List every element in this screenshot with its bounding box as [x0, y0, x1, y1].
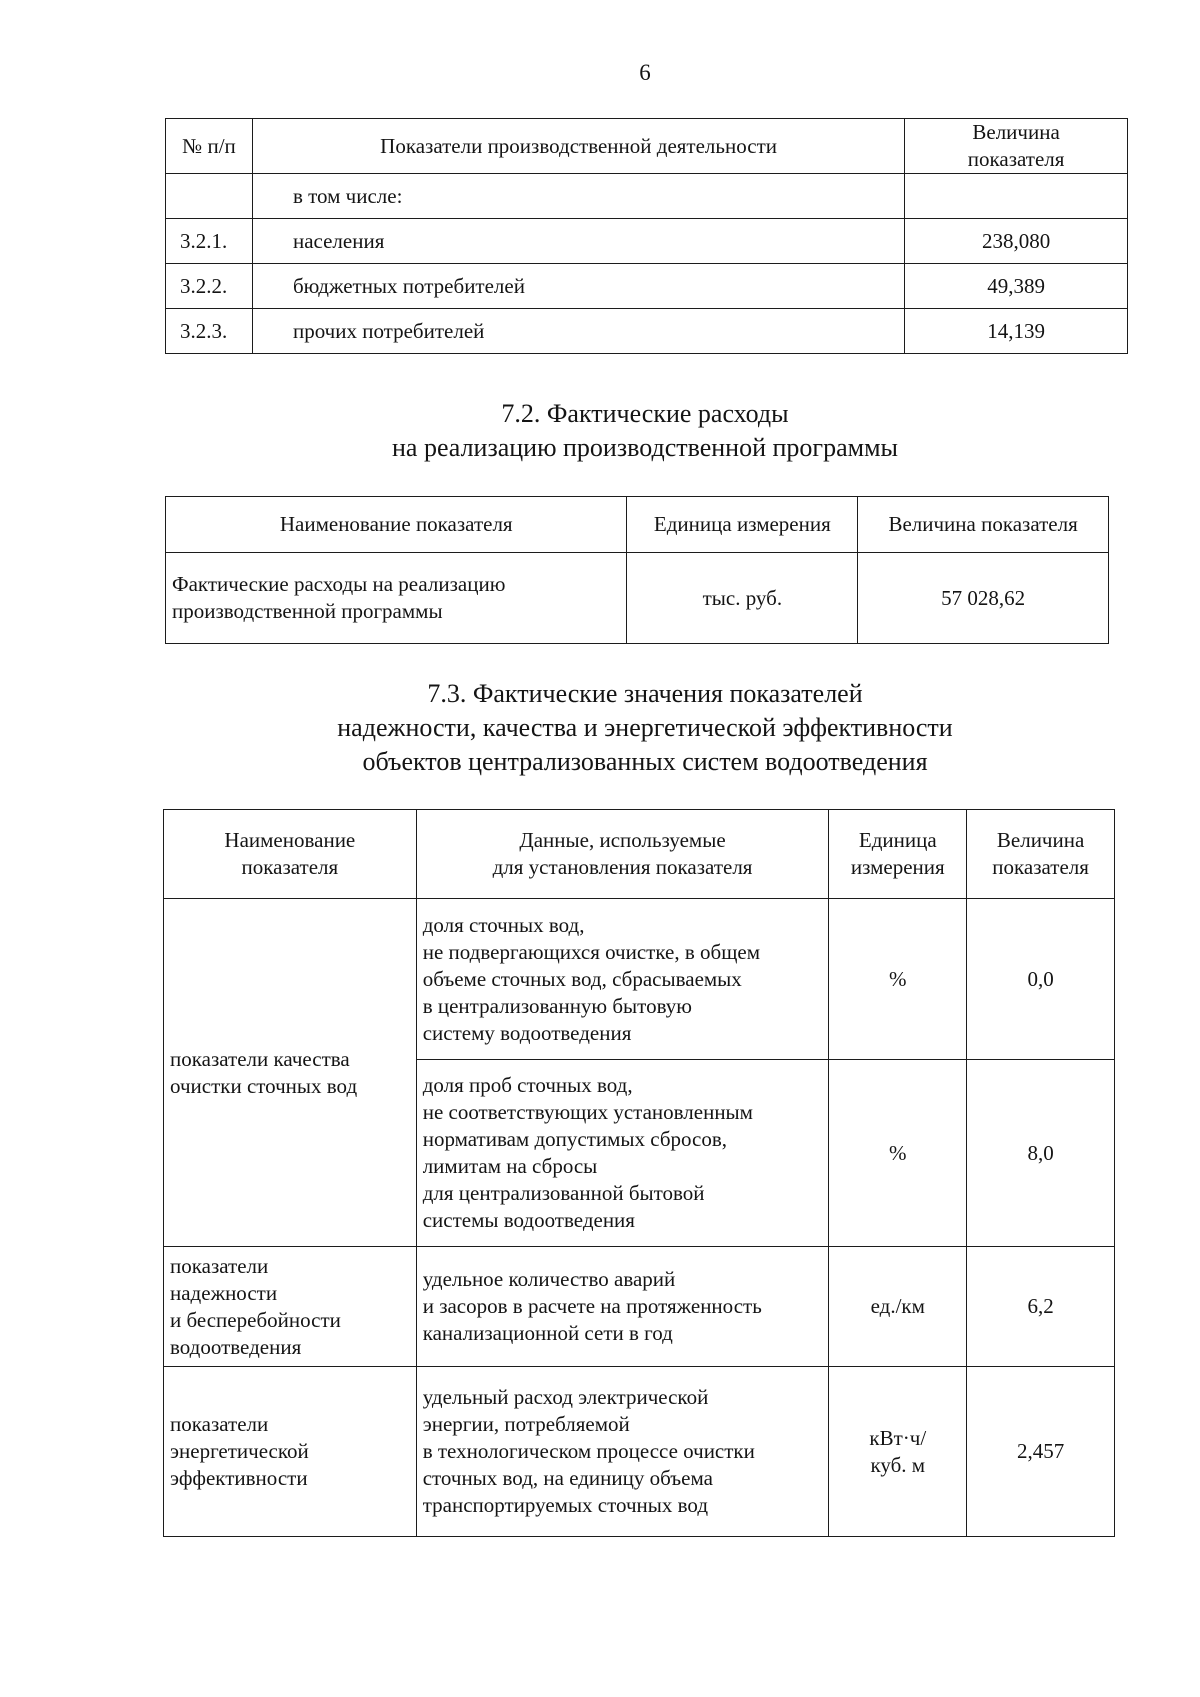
col-header-value: Величина показателя: [858, 497, 1109, 553]
row-name: прочих потребителей: [252, 309, 904, 354]
row-value: [905, 174, 1128, 219]
col-header-number: № п/п: [166, 119, 253, 174]
indicators-table: [163, 809, 1115, 1537]
table-row: [166, 553, 1109, 644]
row-value: 14,139: [905, 309, 1128, 354]
row-value: 238,080: [905, 219, 1128, 264]
row-unit: кВт·ч/ куб. м: [829, 1367, 967, 1537]
production-table: [165, 118, 1128, 354]
row-name: бюджетных потребителей: [252, 264, 904, 309]
production-table-header: [166, 119, 1128, 174]
indicators-table-header: [164, 810, 1115, 899]
section-7-2-title: 7.2. Фактические расходы на реализацию производственной программы: [391, 399, 898, 462]
table-row: [166, 174, 1128, 219]
row-value: 49,389: [905, 264, 1128, 309]
row-number: 3.2.2.: [166, 264, 253, 309]
table-row: [164, 899, 1115, 1060]
row-unit: тыс. руб.: [627, 553, 858, 644]
group-name-quality: показатели качества очистки сточных вод: [164, 899, 417, 1247]
row-data: доля сточных вод, не подвергающихся очистке, в общем объеме сточных вод, сбрасываемых в централизованную бытовую систему водоотведения: [416, 899, 829, 1060]
row-unit: %: [829, 899, 967, 1060]
col-header-name: Наименование показателя: [164, 810, 417, 899]
row-value: 0,0: [967, 899, 1115, 1060]
col-header-value: Величина показателя: [967, 810, 1115, 899]
group-name-reliability: показатели надежности и бесперебойности водоотведения: [164, 1247, 417, 1367]
row-number: 3.2.3.: [166, 309, 253, 354]
row-name: в том числе:: [252, 174, 904, 219]
col-header-unit: Единица измерения: [627, 497, 858, 553]
expenses-table: [165, 496, 1109, 644]
table-row: [164, 1367, 1115, 1537]
row-unit: %: [829, 1060, 967, 1247]
table-row: [166, 264, 1128, 309]
row-data: удельный расход электрической энергии, потребляемой в технологическом процессе очистки сточных вод, на единицу объема транспортируемых сточных вод: [416, 1367, 829, 1537]
page-number: 6: [639, 60, 651, 85]
row-name: населения: [252, 219, 904, 264]
table-row: [166, 219, 1128, 264]
col-header-value: Величина показателя: [905, 119, 1128, 174]
expenses-table-header: [166, 497, 1109, 553]
table-row: [166, 309, 1128, 354]
row-value: 57 028,62: [858, 553, 1109, 644]
row-value: 2,457: [967, 1367, 1115, 1537]
section-7-3-title: 7.3. Фактические значения показателей надежности, качества и энергетической эффективности объектов централизованных систем водоотведения: [337, 679, 953, 776]
row-value: 6,2: [967, 1247, 1115, 1367]
col-header-unit: Единица измерения: [829, 810, 967, 899]
row-data: доля проб сточных вод, не соответствующих установленным нормативам допустимых сбросов, лимитам на сбросы для централизованной бытовой системы водоотведения: [416, 1060, 829, 1247]
row-value: 8,0: [967, 1060, 1115, 1247]
col-header-indicator: Показатели производственной деятельности: [252, 119, 904, 174]
col-header-name: Наименование показателя: [166, 497, 627, 553]
row-number: [166, 174, 253, 219]
row-unit: ед./км: [829, 1247, 967, 1367]
col-header-data: Данные, используемые для установления показателя: [416, 810, 829, 899]
row-data: удельное количество аварий и засоров в расчете на протяженность канализационной сети в год: [416, 1247, 829, 1367]
table-row: [164, 1247, 1115, 1367]
group-name-energy: показатели энергетической эффективности: [164, 1367, 417, 1537]
row-name: Фактические расходы на реализацию производственной программы: [166, 553, 627, 644]
row-number: 3.2.1.: [166, 219, 253, 264]
